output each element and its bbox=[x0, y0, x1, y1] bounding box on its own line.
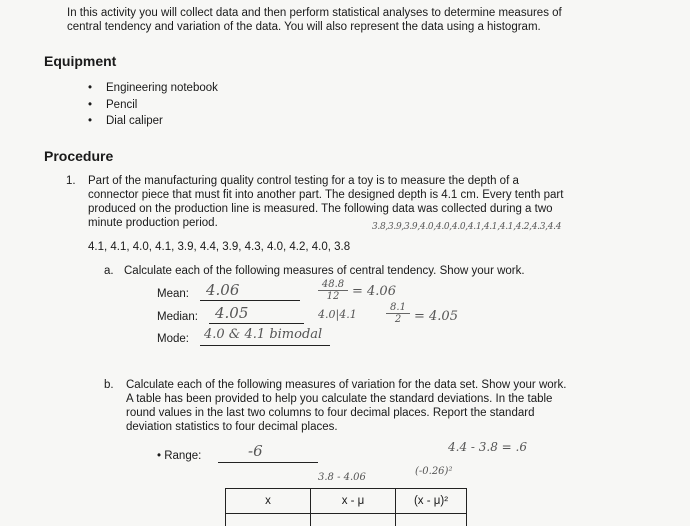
variation-table bbox=[225, 488, 467, 526]
part-b-line-1: Calculate each of the following measures of variation for the data set. Show your work. bbox=[126, 378, 566, 392]
equipment-heading: Equipment bbox=[44, 53, 116, 69]
median-answer: 4.05 bbox=[215, 304, 248, 322]
table-cell bbox=[396, 514, 467, 526]
mean-answer-line bbox=[200, 284, 300, 301]
median-work-denominator: 2 bbox=[386, 314, 410, 325]
part-b-line-3: round values in the last two columns to four decimal places. Report the standard bbox=[126, 406, 534, 420]
step-number: 1. bbox=[66, 174, 76, 188]
mode-answer: 4.0 & 4.1 bimodal bbox=[204, 327, 322, 342]
step-line-1: Part of the manufacturing quality control testing for a toy is to measure the depth of a bbox=[88, 174, 519, 188]
list-item: • Pencil bbox=[88, 97, 218, 114]
median-label: Median: bbox=[157, 310, 198, 324]
step-line-4: minute production period. bbox=[88, 216, 218, 230]
data-values: 4.1, 4.1, 4.0, 4.1, 3.9, 4.4, 3.9, 4.3, 4.0, 4.2, 4.0, 3.8 bbox=[88, 240, 350, 254]
intro-line-2: central tendency and variation of the data. You will also represent the data using a histogram. bbox=[67, 20, 541, 34]
mean-work-fraction bbox=[318, 279, 348, 302]
median-work-pair: 4.0|4.1 bbox=[318, 308, 357, 321]
table-row bbox=[226, 514, 467, 526]
range-work: 4.4 - 3.8 = .6 bbox=[448, 440, 527, 454]
mean-answer: 4.06 bbox=[206, 281, 239, 299]
handwritten-note-right: (-0.26)² bbox=[415, 466, 452, 477]
equipment-list bbox=[88, 80, 218, 130]
table-cell bbox=[311, 514, 396, 526]
part-a-text: Calculate each of the following measures of central tendency. Show your work. bbox=[124, 264, 525, 278]
mean-work-numerator: 48.8 bbox=[318, 279, 348, 291]
table-header-row bbox=[226, 489, 467, 514]
handwritten-note-left: 3.8 - 4.06 bbox=[318, 472, 366, 483]
median-work-numerator: 8.1 bbox=[386, 302, 410, 314]
range-answer-line bbox=[218, 446, 318, 463]
mean-label: Mean: bbox=[157, 287, 189, 301]
range-answer: -6 bbox=[248, 442, 263, 460]
part-b-line-2: A table has been provided to help you calculate the standard deviations. In the table bbox=[126, 392, 552, 406]
handwritten-sorted-data: 3.8,3.9,3.9,4.0,4.0,4.0,4.1,4.1,4.1,4.2,4.3,4.4 bbox=[372, 222, 561, 232]
median-answer-line bbox=[209, 307, 304, 324]
mean-work-result: = 4.06 bbox=[352, 284, 396, 299]
median-work-fraction bbox=[386, 302, 410, 325]
range-label: • Range: bbox=[157, 449, 201, 463]
part-b-line-4: deviation statistics to four decimal places. bbox=[126, 420, 338, 434]
median-work-result: = 4.05 bbox=[414, 309, 458, 324]
intro-line-1: In this activity you will collect data and then perform statistical analyses to determine measures of bbox=[67, 6, 562, 20]
step-line-2: connector piece that must fit into another part. The designed depth is 4.1 cm. Every tenth part bbox=[88, 188, 563, 202]
list-item: • Dial caliper bbox=[88, 113, 218, 130]
mode-answer-line bbox=[200, 329, 330, 346]
table-cell bbox=[226, 514, 311, 526]
procedure-heading: Procedure bbox=[44, 148, 113, 164]
list-item: • Engineering notebook bbox=[88, 80, 218, 97]
part-a-letter: a. bbox=[104, 264, 114, 278]
column-header-squared: (x - μ)² bbox=[396, 489, 467, 514]
part-b-letter: b. bbox=[104, 378, 114, 392]
column-header-x: x bbox=[226, 489, 311, 514]
column-header-x-minus-mu: x - μ bbox=[311, 489, 396, 514]
mode-label: Mode: bbox=[157, 332, 189, 346]
step-line-3: produced on the production line is measured. The following data was collected during a two bbox=[88, 202, 553, 216]
mean-work-denominator: 12 bbox=[318, 291, 348, 302]
